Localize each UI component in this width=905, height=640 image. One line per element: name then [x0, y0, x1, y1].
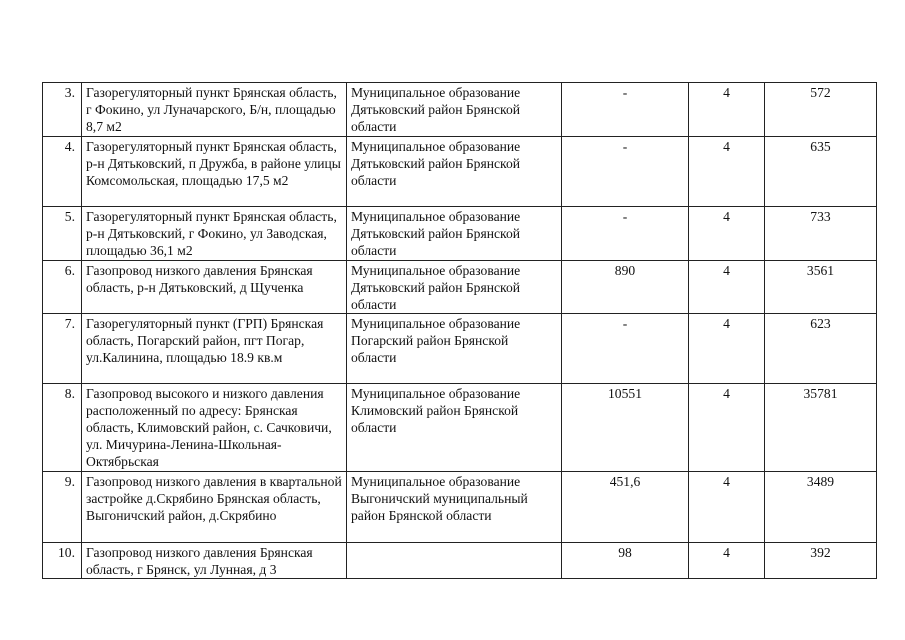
owner-name: Муниципальное образование Выгоничский муниципальный район Брянской области	[347, 472, 562, 543]
length-value: 98	[562, 543, 689, 579]
length-value: -	[562, 83, 689, 137]
length-value: -	[562, 314, 689, 384]
table-row	[43, 384, 877, 472]
table-row	[43, 83, 877, 137]
amount-value: 392	[765, 543, 877, 579]
object-description: Газопровод низкого давления в квартальной застройке д.Скрябино Брянская область, Выгоничский район, д.Скрябино	[82, 472, 347, 543]
amount-value: 733	[765, 207, 877, 261]
owner-name	[347, 543, 562, 579]
table-row	[43, 543, 877, 579]
class-value: 4	[689, 207, 765, 261]
amount-value: 3489	[765, 472, 877, 543]
class-value: 4	[689, 543, 765, 579]
amount-value: 572	[765, 83, 877, 137]
owner-name: Муниципальное образование Погарский район Брянской области	[347, 314, 562, 384]
row-number: 6.	[43, 261, 82, 314]
table-row	[43, 261, 877, 314]
object-description: Газопровод низкого давления Брянская область, р-н Дятьковский, д Щученка	[82, 261, 347, 314]
length-value: 451,6	[562, 472, 689, 543]
length-value: -	[562, 137, 689, 207]
class-value: 4	[689, 472, 765, 543]
class-value: 4	[689, 384, 765, 472]
table-row	[43, 207, 877, 261]
amount-value: 35781	[765, 384, 877, 472]
row-number: 8.	[43, 384, 82, 472]
length-value: 890	[562, 261, 689, 314]
owner-name: Муниципальное образование Дятьковский район Брянской области	[347, 137, 562, 207]
table-row	[43, 314, 877, 384]
object-description: Газорегуляторный пункт Брянская область, р-н Дятьковский, г Фокино, ул Заводская, площадью 36,1 м2	[82, 207, 347, 261]
class-value: 4	[689, 261, 765, 314]
class-value: 4	[689, 83, 765, 137]
row-number: 3.	[43, 83, 82, 137]
owner-name: Муниципальное образование Дятьковский район Брянской области	[347, 261, 562, 314]
row-number: 9.	[43, 472, 82, 543]
row-number: 4.	[43, 137, 82, 207]
owner-name: Муниципальное образование Климовский район Брянской области	[347, 384, 562, 472]
amount-value: 3561	[765, 261, 877, 314]
owner-name: Муниципальное образование Дятьковский район Брянской области	[347, 207, 562, 261]
length-value: -	[562, 207, 689, 261]
object-description: Газорегуляторный пункт (ГРП) Брянская область, Погарский район, пгт Погар, ул.Калинина, площадью 18.9 кв.м	[82, 314, 347, 384]
object-description: Газорегуляторный пункт Брянская область, р-н Дятьковский, п Дружба, в районе улицы Комсомольская, площадью 17,5 м2	[82, 137, 347, 207]
object-description: Газорегуляторный пункт Брянская область, г Фокино, ул Луначарского, Б/н, площадью 8,7 м2	[82, 83, 347, 137]
table-row	[43, 472, 877, 543]
property-table	[42, 82, 877, 579]
class-value: 4	[689, 137, 765, 207]
length-value: 10551	[562, 384, 689, 472]
amount-value: 635	[765, 137, 877, 207]
table-row	[43, 137, 877, 207]
amount-value: 623	[765, 314, 877, 384]
class-value: 4	[689, 314, 765, 384]
row-number: 5.	[43, 207, 82, 261]
owner-name: Муниципальное образование Дятьковский район Брянской области	[347, 83, 562, 137]
row-number: 7.	[43, 314, 82, 384]
object-description: Газопровод низкого давления Брянская область, г Брянск, ул Лунная, д 3	[82, 543, 347, 579]
object-description: Газопровод высокого и низкого давления расположенный по адресу: Брянская область, Климовский район, с. Сачковичи, ул. Мичурина-Ленина-Школьная-Октябрьская	[82, 384, 347, 472]
row-number: 10.	[43, 543, 82, 579]
